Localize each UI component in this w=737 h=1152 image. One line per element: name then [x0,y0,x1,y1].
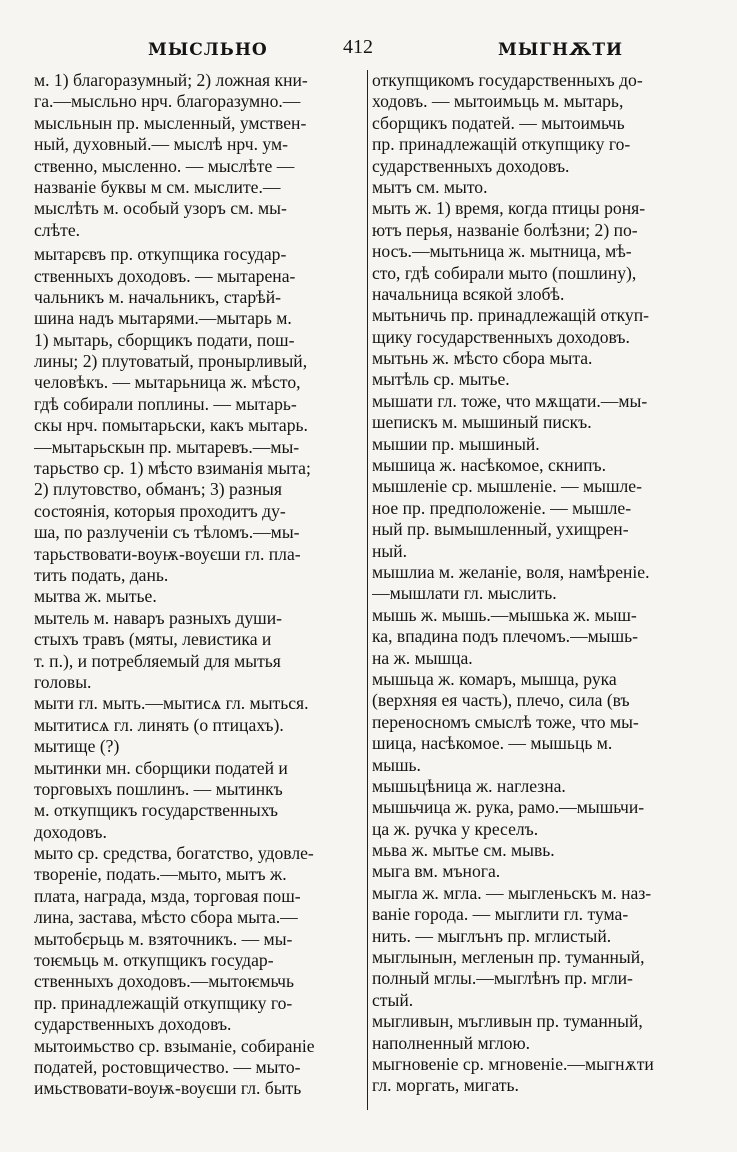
text-line: тить подать, дань. [34,564,169,585]
text-line: имьствовати-воуѭ-воуєши гл. быть [34,1078,302,1099]
text-line: переносномъ смыслѣ тоже, что мы- [372,711,639,732]
text-line: 1) мытарь, сборщикъ подати, пош- [34,329,295,350]
text-line: тарьствовати-воуѭ-воуєши гл. пла- [34,543,301,564]
text-line: —мытарьскын пр. мытаревъ.—мы- [34,436,300,457]
text-line: ютъ перья, названіе болѣзни; 2) по- [372,219,638,240]
text-line: мытва ж. мытье. [34,586,157,607]
text-line: мыто ср. средства, богатство, удовле- [34,843,314,864]
text-line: тарьство ср. 1) мѣсто взиманія мыта; [34,458,311,479]
text-line: мышати гл. тоже, что мѫщати.—мы- [372,390,648,411]
text-line: мытинки мн. сборщики податей и [34,757,288,778]
text-line: сударственныхъ доходовъ. [34,1014,232,1035]
text-line: ственно, мысленно. — мыслѣте — [34,155,295,176]
text-line: мытель м. наваръ разныхъ души- [34,607,282,628]
text-line: мыгновеніе ср. мгновеніе.—мыгнѫти [372,1053,654,1074]
text-line: (верхняя ея часть), плечо, сила (въ [372,690,630,711]
text-line: мытьнь ж. мѣсто сбора мыта. [372,348,593,369]
text-line: ша, по разлученіи съ тѣломъ.—мы- [34,522,300,543]
text-line: м. откупщикъ государственныхъ [34,800,278,821]
text-line: ваніе города. — мыглити гл. тума- [372,904,629,925]
text-line: откупщикомъ государственныхъ до- [372,70,643,90]
text-line: нить. — мыглънъ пр. мглистый. [372,925,612,946]
text-line: твореніе, подать.—мыто, мытъ ж. [34,864,287,885]
text-line: ное пр. предположеніе. — мышле- [372,497,632,518]
text-line: мытитисѧ гл. линять (о птицахъ). [34,714,284,735]
text-line: мытъ см. мыто. [372,176,488,197]
text-line: шица, насѣкомое. — мышьць м. [372,733,613,754]
text-line: гдѣ собирали поплины. — мытарь- [34,393,297,414]
text-line: сударственныхъ доходовъ. [372,155,570,176]
text-line: мышь. [372,754,421,775]
running-head-right: МЫГНѪТИ [498,40,624,60]
text-line: мыгливын, мъгливын пр. туманный, [372,1011,643,1032]
text-line: плата, награда, мзда, торговая пош- [34,885,301,906]
text-line: человѣкъ. — мытарьница ж. мѣсто, [34,372,301,393]
left-column [34,70,362,1100]
text-line: сборщикъ податей. — мытоимьчь [372,112,625,133]
text-line: ка, впадина подъ плечомъ.—мышь- [372,626,639,647]
text-line: мьва ж. мытье см. мывь. [372,840,555,861]
text-line: —мышлати гл. мыслить. [372,583,557,604]
text-line: слѣте. [34,219,81,240]
text-line: мыга вм. мънога. [372,861,501,882]
text-line: мыть ж. 1) время, когда птицы роня- [372,198,646,219]
text-line: т. п.), и потребляемый для мытья [34,650,281,671]
text-line: головы. [34,671,92,692]
text-line: скы нрч. помытарьски, какъ мытарь. [34,415,308,436]
text-line: шина надъ мытарями.—мытарь м. [34,308,292,329]
text-line: м. 1) благоразумный; 2) ложная кни- [34,70,308,90]
text-line: га.—мысльно нрч. благоразумно.— [34,91,301,112]
text-line: мышии пр. мышиный. [372,433,540,454]
column-divider [367,70,368,1110]
text-line: ходовъ. — мытоимьць м. мытарь, [372,91,624,112]
text-line: полный мглы.—мыглѣнъ пр. мгли- [372,968,633,989]
text-line: мышь ж. мышь.—мышька ж. мыш- [372,604,637,625]
text-line: мыглынын, мегленын пр. туманный, [372,947,645,968]
text-line: мышица ж. насѣкомое, скнипъ. [372,455,607,476]
text-line: мысльнын пр. мысленный, умствен- [34,112,307,133]
text-line: лина, застава, мѣсто сбора мыта.— [34,907,298,928]
text-line: ный пр. вымышленный, ухищрен- [372,519,629,540]
text-line: мышленіе ср. мышленіе. — мышле- [372,476,642,497]
text-line: мытоимьство ср. взыманіе, собираніе [34,1035,315,1056]
text-line: мышлиа м. желаніе, воля, намѣреніе. [372,561,650,582]
page-number: 412 [343,36,373,58]
text-line: начальница всякой злобѣ. [372,283,565,304]
text-line: мытарєвъ пр. откупщика государ- [34,244,287,265]
text-line: мышьцѣница ж. наглезна. [372,775,566,796]
right-column [372,70,700,1097]
running-header [0,34,737,64]
text-line: мышьчица ж. рука, рамо.—мышьчи- [372,797,645,818]
text-line: ный, духовный.— мыслѣ нрч. ум- [34,134,288,155]
text-line: щику государственныхъ доходовъ. [372,326,630,347]
text-line: мытьничь пр. принадлежащій откуп- [372,305,650,326]
text-line: носъ.—мытьница ж. мытница, мѣ- [372,241,632,262]
text-line: чальникъ м. начальникъ, старѣй- [34,286,281,307]
text-line: мыти гл. мыть.—мытисѧ гл. мыться. [34,693,309,714]
text-line: мытобєрьць м. взяточникъ. — мы- [34,928,293,949]
text-line: мытѣль ср. мытье. [372,369,510,390]
text-line: 2) плутовство, обманъ; 3) разныя [34,479,282,500]
text-line: лины; 2) плутоватый, пронырливый, [34,351,308,372]
text-line: ный. [372,540,408,561]
text-line: состоянія, которыя проходитъ ду- [34,500,286,521]
text-line: ственныхъ доходовъ.—мытоѥмьчь [34,971,295,992]
text-line: мыгла ж. мгла. — мыгленьскъ м. наз- [372,882,652,903]
text-line: пр. принадлежащій откупщику го- [372,134,631,155]
text-line: гл. моргать, мигать. [372,1075,519,1096]
text-line: мытище (?) [34,736,120,757]
text-line: сто, гдѣ собирали мыто (пошлину), [372,262,637,283]
text-line: ца ж. ручка у креселъ. [372,818,539,839]
text-line: на ж. мышца. [372,647,473,668]
text-line: мыслѣть м. особый узоръ см. мы- [34,198,287,219]
text-line: доходовъ. [34,821,107,842]
text-line: шепискъ м. мышиный пискъ. [372,412,592,433]
text-line: тоѥмьць м. откупщикъ государ- [34,950,274,971]
text-line: податей, ростовщичество. — мыто- [34,1056,301,1077]
text-line: пр. принадлежащій откупщику го- [34,992,293,1013]
text-line: мышьца ж. комаръ, мышца, рука [372,668,617,689]
text-line: ственныхъ доходовъ. — мытарена- [34,265,296,286]
text-line: стыхъ травъ (мяты, левистика и [34,629,272,650]
text-line: стый. [372,989,414,1010]
text-line: наполненный мглою. [372,1032,531,1053]
text-line: названіе буквы м см. мыслите.— [34,176,281,197]
text-line: торговыхъ пошлинъ. — мытинкъ [34,778,283,799]
running-head-left: МЫСЛЬНО [148,40,268,60]
